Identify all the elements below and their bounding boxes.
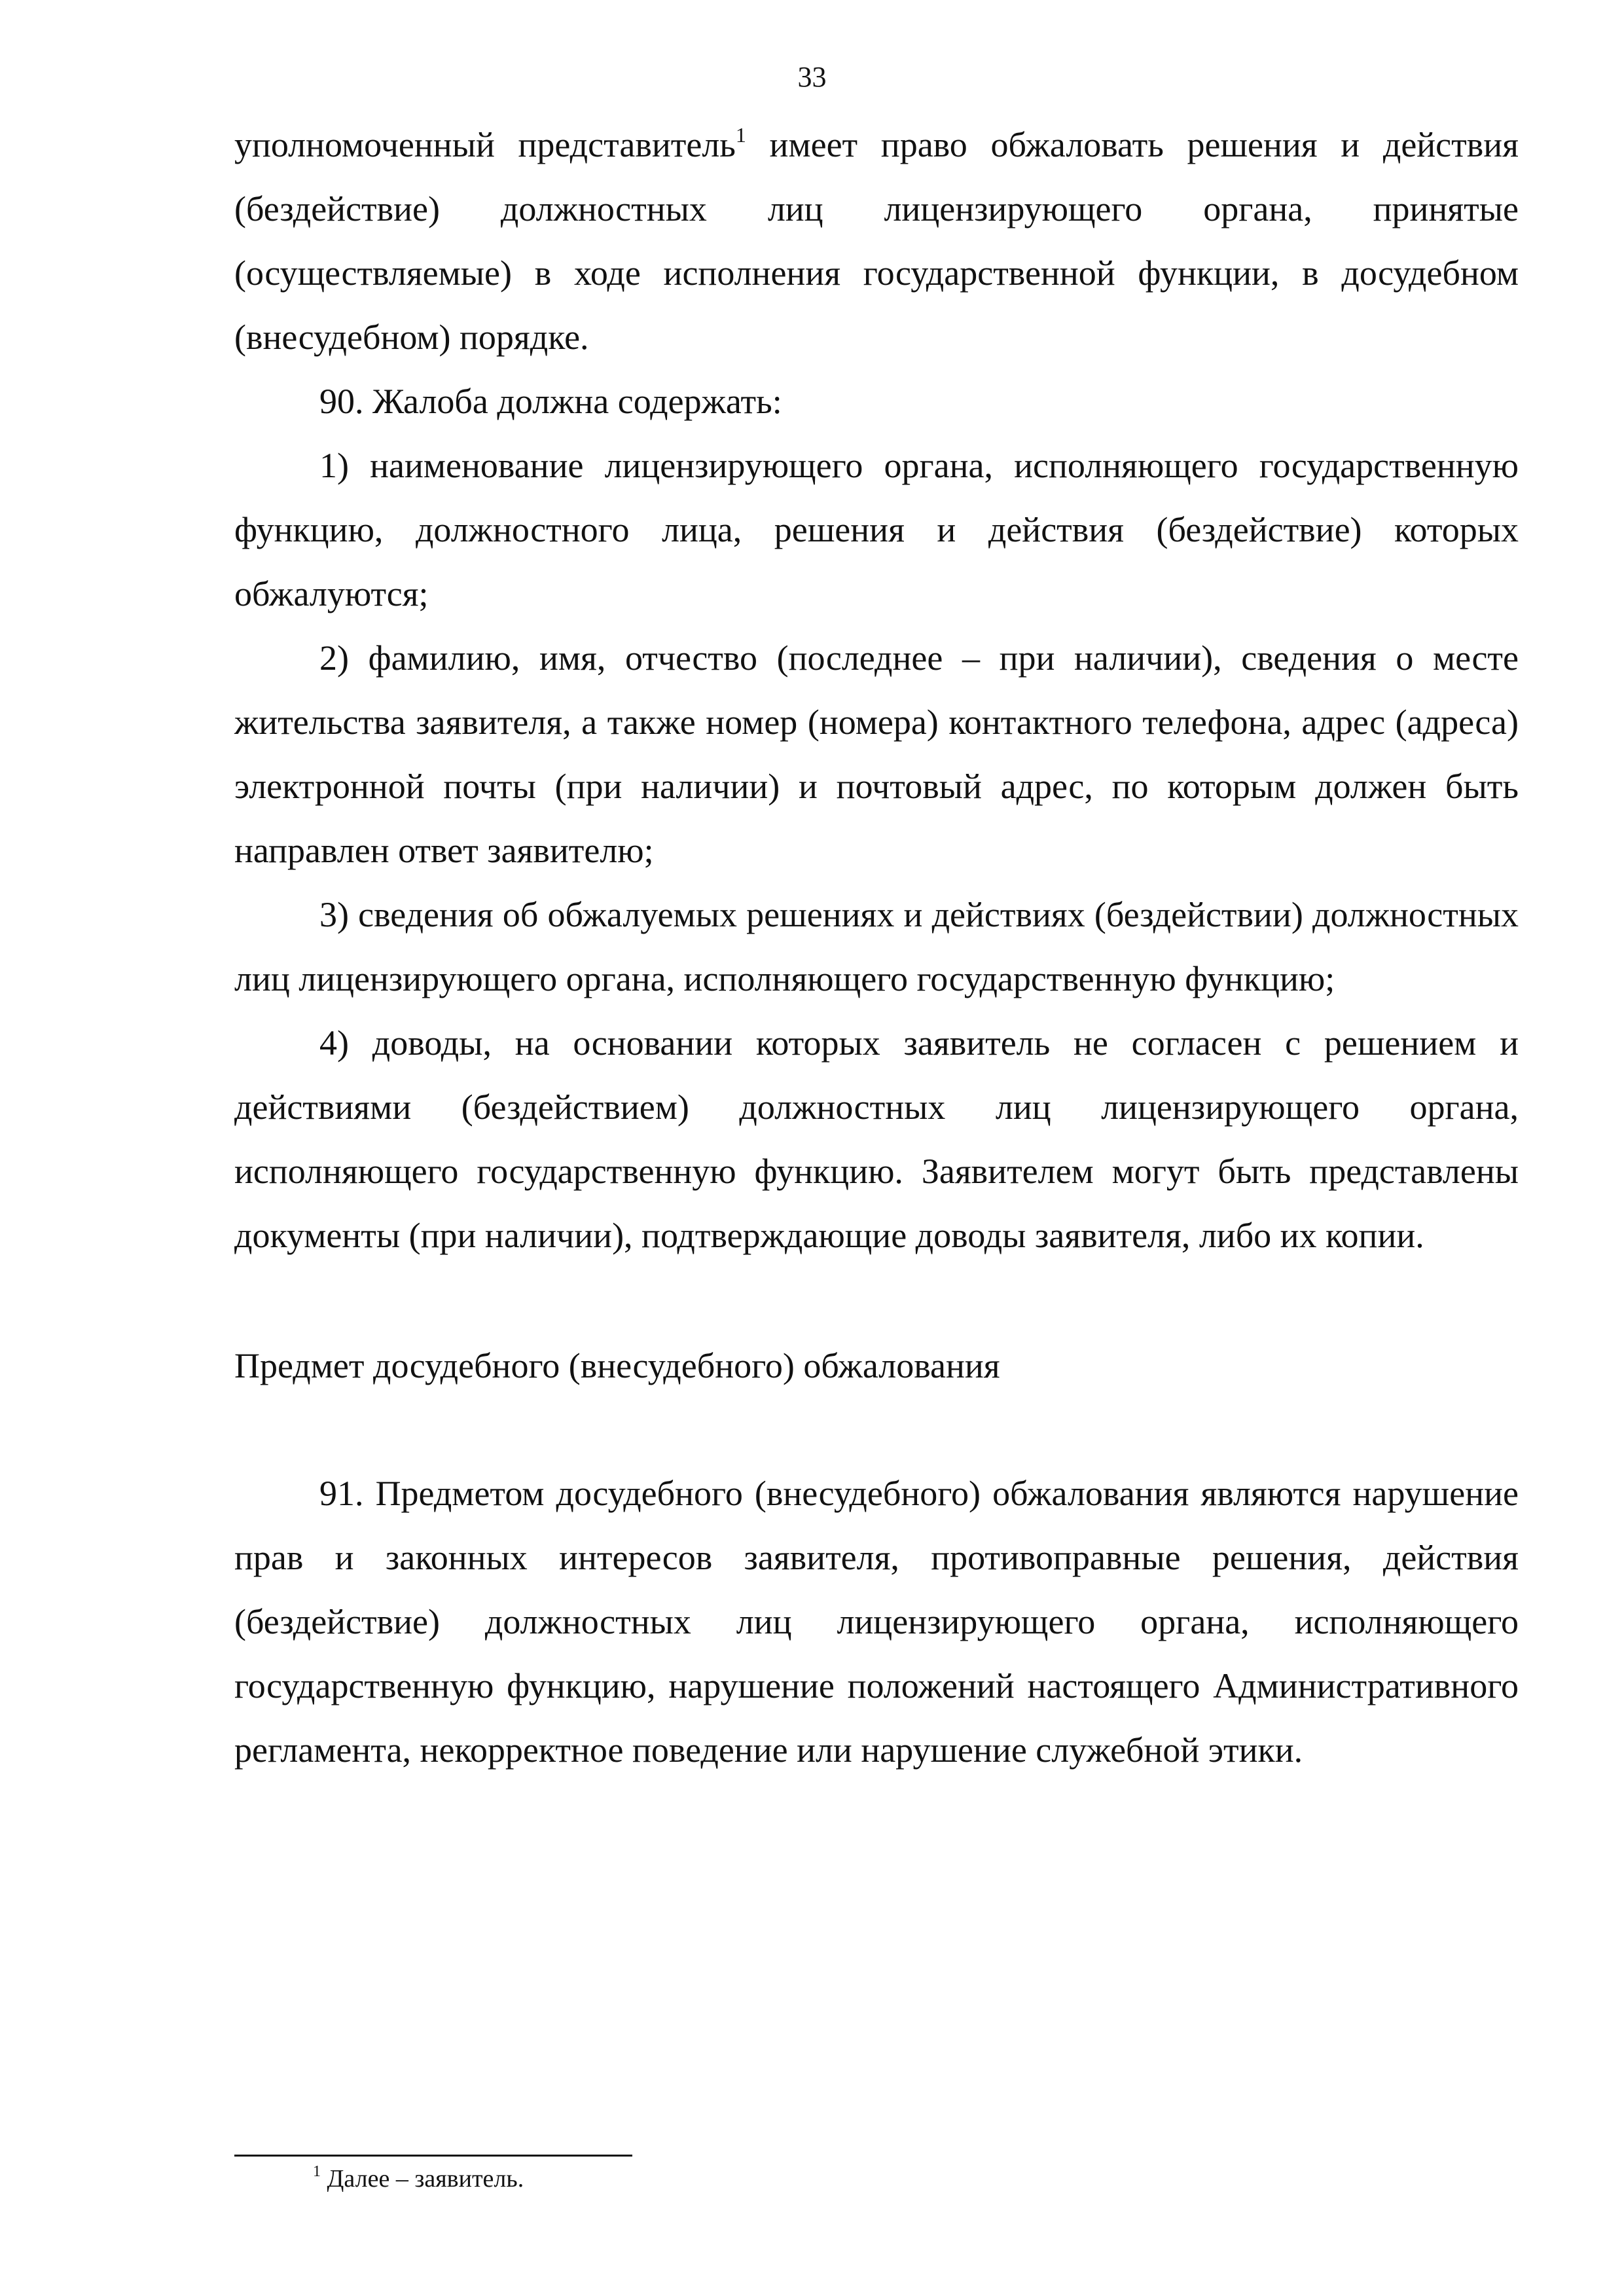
paragraph-90-item-3: 3) сведения об обжалуемых решениях и действиях (бездействии) должностных лиц лицензирующего органа, исполняющего государственную функцию; — [234, 895, 1519, 998]
paragraph-90: 90. Жалоба должна содержать: — [319, 382, 782, 421]
footnote-text: Далее – заявитель. — [321, 2165, 524, 2193]
paragraph-intro-start: уполномоченный представитель — [234, 125, 736, 164]
paragraph-90-item-2: 2) фамилию, имя, отчество (последнее – при наличии), сведения о месте жительства заявителя, а также номер (номера) контактного телефона, адрес (адреса) электронной почты (при наличии) и почтовый адрес, по которым должен быть направлен ответ заявителю; — [234, 638, 1519, 870]
footnote-separator — [234, 2155, 632, 2157]
paragraph-91: 91. Предметом досудебного (внесудебного) обжалования являются нарушение прав и законных интересов заявителя, противоправные решения, действия (бездействие) должностных лиц лицензирующего органа, исполняющего государственную функцию, нарушение положений настоящего Административного регламента, некорректное поведение или нарушение служебной этики. — [234, 1474, 1519, 1770]
paragraph-intro-rest: имеет право обжаловать решения и действия (бездействие) должностных лиц лицензирующего органа, принятые (осуществляемые) в ходе исполнения государственной функции, в досудебном (внесудебном) порядке. — [234, 125, 1519, 357]
document-body — [234, 113, 1519, 1782]
paragraph-intro — [234, 113, 1519, 369]
paragraph-90-item-4: 4) доводы, на основании которых заявитель не согласен с решением и действиями (бездействием) должностных лиц лицензирующего органа, исполняющего государственную функцию. Заявителем могут быть представлены документы (при наличии), подтверждающие доводы заявителя, либо их копии. — [234, 1023, 1519, 1255]
footnote-reference: 1 — [735, 123, 746, 147]
paragraph-90-item-1: 1) наименование лицензирующего органа, исполняющего государственную функцию, должностного лица, решения и действия (бездействие) которых обжалуются; — [234, 446, 1519, 613]
footnote-marker: 1 — [313, 2163, 321, 2180]
section-heading: Предмет досудебного (внесудебного) обжалования — [234, 1346, 1000, 1385]
footnote — [313, 2162, 524, 2196]
page-number: 33 — [797, 61, 827, 93]
